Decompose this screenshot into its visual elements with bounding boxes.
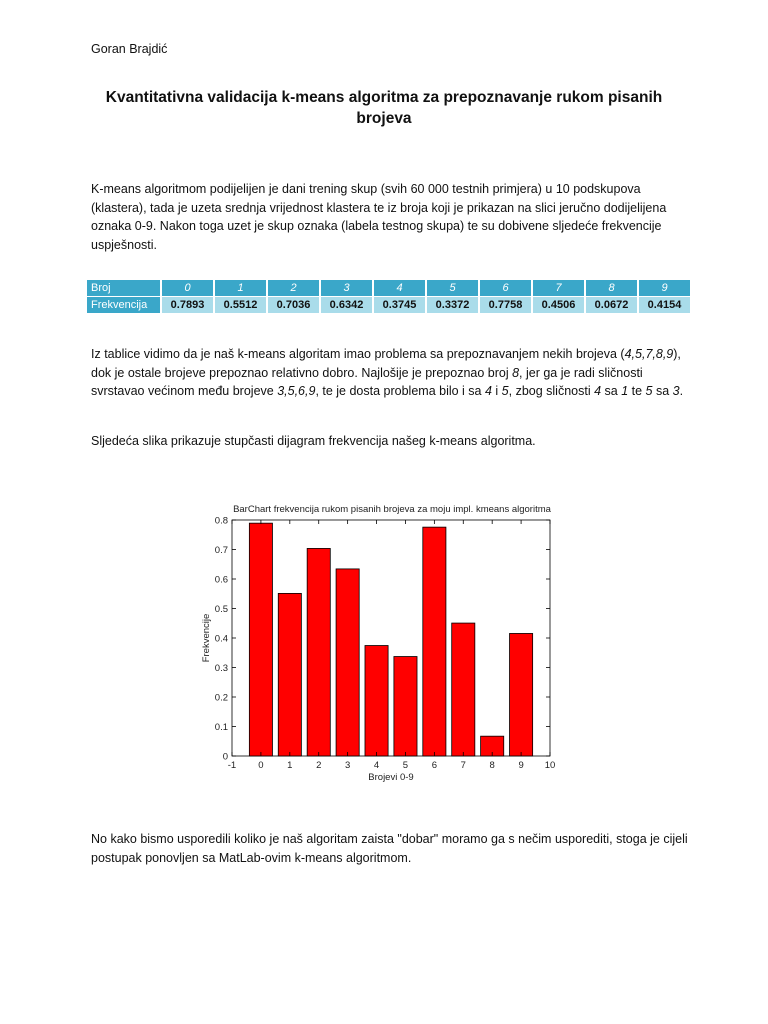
x-tick-label: 9 [518,760,524,771]
x-tick-label: 10 [544,760,556,771]
table-cell: 7 [533,280,584,296]
analysis-text: i [491,384,502,398]
table-row-label: Frekvencija [87,297,160,313]
bar-1 [278,593,301,756]
analysis-emphasis: 4 [484,384,492,398]
table-cell: 0.4154 [639,297,690,313]
chart-title: BarChart frekvencija rukom pisanih brojeva za moju impl. kmeans algoritma [233,504,551,515]
table-cell: 0.5512 [215,297,266,313]
x-axis-label: Brojevi 0-9 [368,772,414,783]
analysis-text: . [679,384,684,398]
y-tick-label: 0.6 [214,574,228,586]
analysis-emphasis: 5 [645,384,653,398]
analysis-text: , zbog sličnosti [508,384,595,398]
analysis-emphasis: 3 [672,384,680,398]
bar-4 [365,646,388,756]
x-tick-label: 5 [402,760,409,771]
bar-0 [249,523,272,756]
document-title: Kvantitativna validacija k-means algoritma za prepoznavanje rukom pisanih brojeva [105,89,663,127]
bar-5 [394,657,417,756]
x-tick-label: 4 [373,760,380,771]
bar-7 [452,623,475,756]
table-cell: 0.7893 [162,297,213,313]
bar-2 [307,548,330,756]
analysis-emphasis: 4,5,7,8,9 [624,347,674,361]
analysis-text: Iz tablice vidimo da je naš k-means algoritam imao problema sa prepoznavanjem nekih brojeva ( [91,347,625,361]
table-cell: 2 [268,280,319,296]
analysis-emphasis: 3,5,6,9 [277,384,316,398]
table-cell: 3 [321,280,372,296]
table-cell: 0.3745 [374,297,425,313]
y-tick-label: 0.7 [214,545,228,556]
analysis-paragraph [91,345,691,401]
analysis-text: sa [601,384,622,398]
x-tick-label: -1 [227,760,237,771]
analysis-emphasis: 5 [501,384,509,398]
table-row [87,280,690,296]
y-tick-label: 0.1 [214,722,228,733]
analysis-text: te [628,384,646,398]
y-tick-label: 0 [222,751,228,763]
table-cell: 0.6342 [321,297,372,313]
y-axis-label: Frekvencije [201,613,212,663]
y-tick-label: 0.4 [214,633,228,645]
x-tick-label: 3 [344,760,351,771]
analysis-text: sa [652,384,673,398]
table-cell: 0.0672 [586,297,637,313]
table-cell: 0.3372 [427,297,478,313]
analysis-text: , te je dosta problema bilo i sa [315,384,485,398]
analysis-text: , jer ga je radi sličnosti svrstavao većinom među brojeve [91,365,643,398]
x-tick-label: 7 [460,760,466,771]
bar-3 [336,569,359,756]
analysis-emphasis: 8 [512,365,520,380]
frequency-table [85,279,692,314]
table-cell: 8 [586,280,637,296]
x-tick-label: 1 [287,760,293,771]
table-cell: 4 [374,280,425,296]
table-cell: 0.7758 [480,297,531,313]
x-tick-label: 6 [431,760,438,771]
table-cell: 9 [639,280,690,296]
table-cell: 6 [480,280,531,296]
y-tick-label: 0.3 [214,663,228,674]
x-tick-label: 0 [258,760,264,771]
table-cell: 5 [427,280,478,296]
y-tick-label: 0.8 [214,515,228,527]
chart-intro-paragraph: Sljedeća slika prikazuje stupčasti dijagram frekvencija našeg k-means algoritma. [91,434,536,448]
x-tick-label: 8 [489,760,495,771]
intro-paragraph: K-means algoritmom podijelijen je dani trening skup (svih 60 000 testnih primjera) u 10 podskupova (klastera), tada je uzeta srednja vrijednost klastera te iz broja koji je prikazan na slici jeručno dodijelijena oznaka 0-9. Nakon toga uzet je skup oznaka (labela testnog skupa) te su dobivene sljedeće frekvencije uspješnosti. [91,182,667,252]
closing-paragraph: No kako bismo usporedili koliko je naš algoritam zaista "dobar" moramo ga s nečim usporediti, stoga je cijeli postupak ponovljen sa MatLab-ovim k-means algoritmom. [91,832,688,865]
author-name: Goran Brajdić [91,42,168,56]
y-tick-label: 0.5 [214,604,228,615]
bar-6 [423,527,446,756]
y-tick-label: 0.2 [214,692,228,704]
table-cell: 0.7036 [268,297,319,313]
analysis-emphasis: 1 [621,384,629,398]
bar-chart [196,496,566,790]
analysis-emphasis: 4 [594,384,602,398]
table-cell: 0 [162,280,213,296]
analysis-text: ), dok je ostale brojeve prepoznao relativno dobro. Najlošije je prepoznao broj [91,347,681,380]
x-tick-label: 2 [316,760,322,771]
table-row [87,297,690,313]
table-cell: 1 [215,280,266,296]
table-row-label: Broj [87,280,160,296]
bar-9 [510,633,533,756]
table-cell: 0.4506 [533,297,584,313]
